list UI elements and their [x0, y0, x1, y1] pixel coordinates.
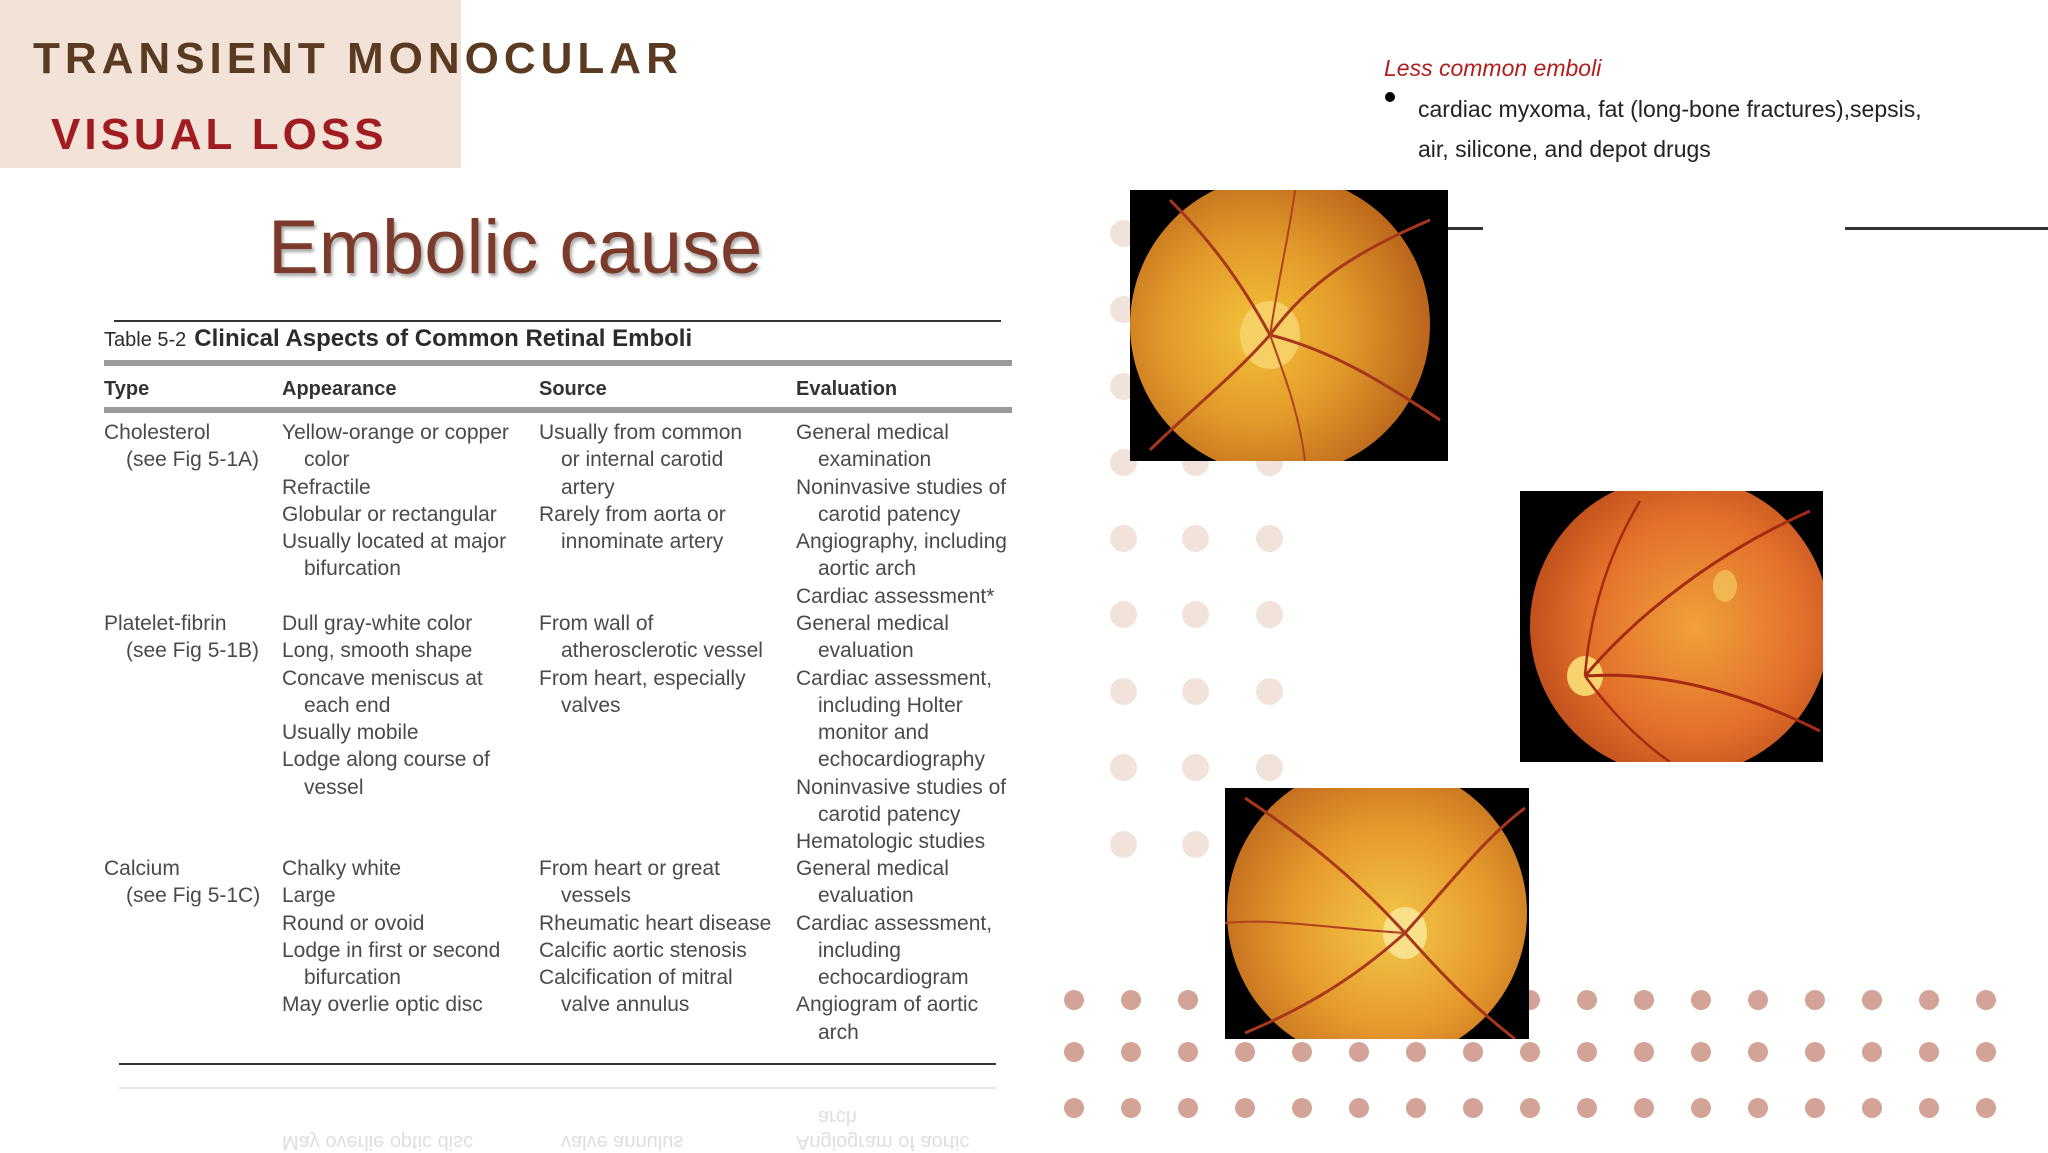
table-cell: Noninvasive studies of — [796, 475, 1007, 499]
table-reflection-text: Angiogram of aortic — [796, 1131, 970, 1153]
decorative-dot — [1463, 1042, 1483, 1062]
decorative-dot — [1805, 1098, 1825, 1118]
decorative-dot — [1976, 1042, 1996, 1062]
table-row-platelet-evaluation — [796, 610, 1006, 856]
table-cell: Long, smooth shape — [282, 639, 473, 663]
table-cell: bifurcation — [304, 966, 401, 990]
table-cell: General medical — [796, 857, 949, 880]
table-cell: May overlie optic disc — [282, 993, 483, 1017]
fundus-photo-2 — [1520, 491, 1823, 762]
decorative-dot — [1577, 990, 1597, 1010]
decorative-dot — [1121, 1098, 1141, 1118]
table-cell: General medical — [796, 421, 949, 444]
table-cell: Usually mobile — [282, 721, 419, 745]
table-cell: echocardiogram — [818, 966, 969, 990]
decorative-dot — [1256, 525, 1283, 552]
table-cell: Cardiac assessment, — [796, 666, 993, 690]
table-cell: Calcium — [104, 857, 180, 880]
table-cell: including — [818, 938, 901, 962]
table-title: Clinical Aspects of Common Retinal Emboli — [194, 325, 693, 352]
table-cell: Usually from common — [539, 421, 743, 444]
decorative-dot — [1182, 601, 1209, 628]
decorative-dot — [1406, 1098, 1426, 1118]
table-cell: (see Fig 5-1B) — [126, 639, 260, 663]
decorative-dot — [1577, 1042, 1597, 1062]
table-row-calcium-appearance — [282, 855, 500, 1019]
table-cell: carotid patency — [818, 803, 961, 827]
table-row-cholesterol-type — [104, 419, 259, 474]
table-cell: Cholesterol — [104, 421, 211, 444]
table-row-cholesterol-appearance — [282, 419, 509, 583]
decorative-dot — [1064, 1098, 1084, 1118]
decorative-dot — [1064, 1042, 1084, 1062]
table-cell: vessels — [561, 884, 632, 908]
table-top-rule — [114, 320, 1001, 322]
table-cell: Chalky white — [282, 857, 402, 880]
table-row-platelet-type — [104, 610, 259, 665]
table-cell: Noninvasive studies of — [796, 775, 1007, 799]
table-row-calcium-evaluation — [796, 855, 992, 1046]
decorative-dot — [1691, 990, 1711, 1010]
table-caption — [104, 325, 692, 353]
table-cell: bifurcation — [304, 557, 401, 581]
decorative-dot — [1292, 1042, 1312, 1062]
decorative-dot — [1178, 990, 1198, 1010]
decorative-dot — [1256, 754, 1283, 781]
decorative-dot — [1235, 1042, 1255, 1062]
table-cell: arch — [818, 1020, 859, 1044]
decorative-dot — [1256, 601, 1283, 628]
less-common-emboli-text — [1418, 89, 1922, 169]
table-cell: or internal carotid — [561, 448, 724, 472]
table-cell: valve annulus — [561, 993, 690, 1017]
decorative-dot — [1292, 1098, 1312, 1118]
table-header-appearance: Appearance — [282, 378, 397, 400]
table-cell: Cardiac assessment, — [796, 911, 993, 935]
table-header-evaluation: Evaluation — [796, 378, 898, 400]
decorative-dot — [1349, 1042, 1369, 1062]
table-bottom-rule — [119, 1063, 996, 1065]
decorative-dot — [1862, 1042, 1882, 1062]
table-cell: Globular or rectangular — [282, 502, 497, 526]
decorative-dot — [1976, 1098, 1996, 1118]
table-reflection-rule — [119, 1087, 996, 1089]
decorative-dot — [1121, 1042, 1141, 1062]
table-cell: atherosclerotic vessel — [561, 639, 763, 663]
table-row-calcium-type — [104, 855, 260, 910]
table-cell: Usually located at major — [282, 530, 507, 554]
table-header-type: Type — [104, 378, 150, 400]
decorative-dot — [1577, 1098, 1597, 1118]
table-cell: Round or ovoid — [282, 911, 425, 935]
decorative-dot — [1862, 990, 1882, 1010]
table-cell: Rarely from aorta or — [539, 502, 726, 526]
bullet-icon — [1385, 92, 1395, 102]
less-common-emboli-line2: air, silicone, and depot drugs — [1418, 136, 1711, 162]
decorative-dot — [1634, 1042, 1654, 1062]
decorative-dot — [1110, 601, 1137, 628]
table-cell: Cardiac assessment* — [796, 584, 995, 608]
decorative-dot — [1182, 754, 1209, 781]
decorative-dot — [1919, 1042, 1939, 1062]
table-cell: examination — [818, 448, 932, 472]
decorative-dot — [1256, 678, 1283, 705]
table-cell: each end — [304, 693, 391, 717]
slide-title-line2: VISUAL LOSS — [51, 110, 388, 159]
table-cell: Angiogram of aortic — [796, 993, 979, 1017]
table-cell: Concave meniscus at — [282, 666, 483, 690]
table-cell: valves — [561, 693, 621, 717]
table-cell: Platelet-fibrin — [104, 612, 227, 635]
table-row-cholesterol-source — [539, 419, 742, 555]
table-row-calcium-source — [539, 855, 771, 1019]
decorative-dot — [1919, 990, 1939, 1010]
decorative-dot — [1805, 1042, 1825, 1062]
table-cell: From heart, especially — [539, 666, 746, 690]
table-cell: From wall of — [539, 612, 654, 635]
decorative-dot — [1235, 1098, 1255, 1118]
table-cell: Dull gray-white color — [282, 612, 473, 635]
table-row-platelet-source — [539, 610, 763, 719]
decorative-dot — [1862, 1098, 1882, 1118]
decorative-dot — [1110, 754, 1137, 781]
table-number: Table 5-2 — [104, 329, 187, 351]
decorative-dot — [1406, 1042, 1426, 1062]
table-cell: evaluation — [818, 884, 914, 908]
table-cell: (see Fig 5-1C) — [126, 884, 261, 908]
table-header-rule — [104, 407, 1012, 413]
decorative-dot — [1634, 990, 1654, 1010]
table-cell: Rheumatic heart disease — [539, 911, 772, 935]
less-common-emboli-line1: cardiac myxoma, fat (long-bone fractures),sepsis, — [1418, 96, 1922, 122]
decorative-line-right — [1845, 227, 2048, 230]
table-cell: Calcific aortic stenosis — [539, 938, 747, 962]
decorative-dot — [1121, 990, 1141, 1010]
table-row-cholesterol-evaluation — [796, 419, 1007, 610]
table-cell: vessel — [304, 775, 364, 799]
table-cell: Yellow-orange or copper — [282, 421, 509, 444]
table-cell: echocardiography — [818, 748, 985, 772]
table-cell: Angiography, including — [796, 530, 1007, 554]
table-cell: Large — [282, 884, 336, 908]
table-cell: evaluation — [818, 639, 914, 663]
table-cell: aortic arch — [818, 557, 917, 581]
table-cell: color — [304, 448, 350, 472]
table-cell: Calcification of mitral — [539, 966, 733, 990]
decorative-dot — [1691, 1098, 1711, 1118]
table-cell: Refractile — [282, 475, 371, 499]
less-common-emboli-heading: Less common emboli — [1384, 55, 1602, 81]
decorative-line-left — [1446, 227, 1483, 230]
table-cell: innominate artery — [561, 530, 724, 554]
table-cell: General medical — [796, 612, 949, 635]
decorative-dot — [1691, 1042, 1711, 1062]
fundus-photo-1 — [1130, 190, 1448, 461]
decorative-dot — [1178, 1042, 1198, 1062]
decorative-dot — [1748, 990, 1768, 1010]
table-cell: Hematologic studies — [796, 830, 986, 854]
table-cell: carotid patency — [818, 502, 961, 526]
decorative-dot — [1110, 678, 1137, 705]
table-cell: including Holter — [818, 693, 963, 717]
decorative-dot — [1634, 1098, 1654, 1118]
decorative-dot — [1178, 1098, 1198, 1118]
decorative-dot — [1110, 525, 1137, 552]
table-header-source: Source — [539, 378, 607, 400]
decorative-dot — [1182, 831, 1209, 858]
table-cell: (see Fig 5-1A) — [126, 448, 260, 472]
decorative-dot — [1919, 1098, 1939, 1118]
table-caption-rule — [104, 360, 1012, 366]
decorative-dot — [1064, 990, 1084, 1010]
decorative-dot — [1349, 1098, 1369, 1118]
decorative-dot — [1748, 1098, 1768, 1118]
table-reflection-text: valve annulus — [561, 1131, 684, 1153]
table-cell: From heart or great — [539, 857, 720, 880]
slide-title-line1: TRANSIENT MONOCULAR — [33, 34, 683, 83]
table-cell: artery — [561, 475, 615, 499]
decorative-dot — [1110, 831, 1137, 858]
table-row-platelet-appearance — [282, 610, 490, 801]
decorative-dot — [1520, 1042, 1540, 1062]
table-reflection-text: arch — [818, 1106, 857, 1128]
decorative-dot — [1805, 990, 1825, 1010]
decorative-dot — [1182, 678, 1209, 705]
slide-subtitle: Embolic cause — [268, 205, 763, 290]
table-cell: monitor and — [818, 721, 929, 745]
decorative-dot — [1182, 525, 1209, 552]
decorative-dot — [1748, 1042, 1768, 1062]
decorative-dot — [1463, 1098, 1483, 1118]
table-cell: Lodge in first or second — [282, 938, 501, 962]
table-reflection-text: May overlie optic disc — [282, 1131, 474, 1153]
fundus-photo-3 — [1225, 788, 1529, 1039]
table-cell: Lodge along course of — [282, 748, 490, 772]
decorative-dot — [1976, 990, 1996, 1010]
decorative-dot — [1520, 1098, 1540, 1118]
